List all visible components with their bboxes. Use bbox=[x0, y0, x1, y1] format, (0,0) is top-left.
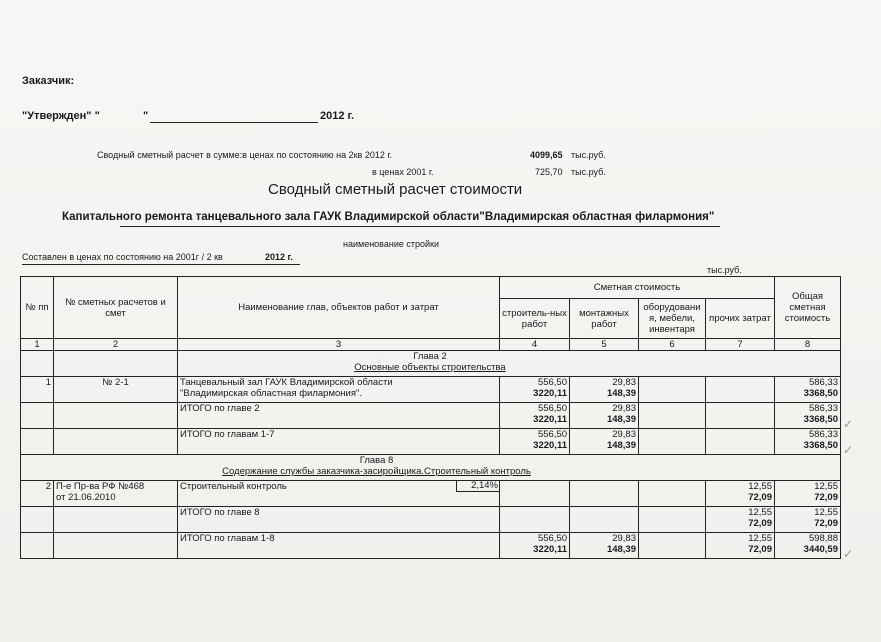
value-2012: 3220,11 bbox=[533, 544, 567, 555]
checkmark-icon: ✓ bbox=[843, 547, 854, 561]
row-total bbox=[775, 481, 841, 507]
value-2012: 72,09 bbox=[748, 518, 772, 529]
row-name: ИТОГО по главе 8 bbox=[178, 507, 500, 533]
row-mounting bbox=[570, 533, 639, 559]
object-caption: наименование стройки bbox=[343, 239, 439, 249]
header-mounting: монтажных работ bbox=[570, 299, 639, 339]
row-mounting bbox=[570, 429, 639, 455]
row-calc-number: № 2-1 bbox=[54, 377, 178, 403]
row-other bbox=[706, 377, 775, 403]
value-2012: 3220,11 bbox=[533, 440, 567, 451]
header-name: Наименование глав, объектов работ и затрат bbox=[178, 277, 500, 339]
value-2012: 3220,11 bbox=[533, 414, 567, 425]
col-index: 2 bbox=[54, 339, 178, 351]
chapter-8-title: Глава 8 bbox=[359, 455, 394, 466]
value-2012: 3368,50 bbox=[803, 414, 838, 425]
summary-unit-1: тыс.руб. bbox=[571, 150, 606, 160]
subtitle-underline bbox=[120, 226, 720, 227]
table-row bbox=[21, 377, 841, 403]
approved-date-line bbox=[150, 122, 318, 123]
summary-unit-2: тыс.руб. bbox=[571, 167, 606, 177]
row-name-text: Строительный контроль bbox=[180, 481, 287, 492]
chapter-8-row bbox=[21, 455, 841, 481]
value-2012: 3440,59 bbox=[803, 544, 838, 555]
col-index: 1 bbox=[21, 339, 54, 351]
value-2012: 148,39 bbox=[606, 388, 636, 399]
summary-line-1: Сводный сметный расчет в сумме:в ценах по состоянию на 2кв 2012 г. bbox=[97, 150, 393, 160]
calc-line: от 21.06.2010 bbox=[56, 492, 116, 503]
checkmark-icon: ✓ bbox=[843, 443, 854, 457]
row-total bbox=[775, 533, 841, 559]
compiled-year: 2012 г. bbox=[265, 252, 293, 262]
header-calc-number: № сметных расчетов и смет bbox=[54, 277, 178, 339]
row-name bbox=[178, 377, 500, 403]
value-2012: 72,09 bbox=[748, 544, 772, 555]
checkmark-icon: ✓ bbox=[843, 417, 854, 431]
value-2001: 556,50 bbox=[537, 429, 567, 440]
value-2001: 12,55 bbox=[748, 533, 772, 544]
row-construction bbox=[500, 403, 570, 429]
header-total-cost: Общая сметная стоимость bbox=[775, 277, 841, 339]
header-construction: строитель-ных работ bbox=[500, 299, 570, 339]
value-2001: 556,50 bbox=[537, 377, 567, 388]
value-2012: 148,39 bbox=[606, 544, 636, 555]
estimate-table bbox=[20, 276, 841, 559]
chapter-8-name: Содержание службы заказчика-засиройщика.Строительный контроль bbox=[222, 466, 531, 477]
col-index: 8 bbox=[775, 339, 841, 351]
row-total bbox=[775, 429, 841, 455]
col-index: 5 bbox=[570, 339, 639, 351]
row-calc-number bbox=[54, 481, 178, 507]
table-row bbox=[21, 403, 841, 429]
header-number: № пп bbox=[21, 277, 54, 339]
row-total bbox=[775, 507, 841, 533]
table-row bbox=[21, 429, 841, 455]
value-2001: 586,33 bbox=[808, 403, 838, 414]
value-2012: 72,09 bbox=[814, 492, 838, 503]
row-construction bbox=[500, 429, 570, 455]
chapter-2-row bbox=[21, 351, 841, 377]
row-name: ИТОГО по главам 1-8 bbox=[178, 533, 500, 559]
value-2001: 29,83 bbox=[612, 377, 636, 388]
chapter-8-heading bbox=[21, 455, 841, 481]
value-2001: 29,83 bbox=[612, 533, 636, 544]
value-2001: 29,83 bbox=[612, 403, 636, 414]
calc-line: П-е Пр-ва РФ №468 bbox=[56, 481, 145, 492]
row-number: 1 bbox=[21, 377, 54, 403]
row-name-line: Танцевальный зал ГАУК Владимирской области bbox=[180, 377, 393, 388]
customer-label: Заказчик: bbox=[22, 75, 75, 87]
value-2001: 12,55 bbox=[814, 481, 838, 492]
value-2001: 586,33 bbox=[808, 429, 838, 440]
row-number: 2 bbox=[21, 481, 54, 507]
value-2001: 586,33 bbox=[808, 377, 838, 388]
approved-quote: " bbox=[143, 110, 149, 122]
row-other bbox=[706, 533, 775, 559]
value-2001: 12,55 bbox=[748, 507, 772, 518]
header-equipment: оборудовани я, мебели, инвентаря bbox=[639, 299, 706, 339]
row-total bbox=[775, 377, 841, 403]
row-total bbox=[775, 403, 841, 429]
row-percent: 2,14% bbox=[456, 481, 500, 493]
value-2001: 12,55 bbox=[748, 481, 772, 492]
table-row bbox=[21, 507, 841, 533]
value-2001: 598,88 bbox=[808, 533, 838, 544]
value-2012: 148,39 bbox=[606, 414, 636, 425]
table-row bbox=[21, 481, 841, 507]
row-construction bbox=[500, 533, 570, 559]
chapter-2-name: Основные объекты строительства bbox=[354, 362, 506, 373]
col-index: 3 bbox=[178, 339, 500, 351]
chapter-2-heading bbox=[178, 351, 841, 377]
header-other: прочих затрат bbox=[706, 299, 775, 339]
value-2001: 12,55 bbox=[814, 507, 838, 518]
row-name: ИТОГО по главам 1-7 bbox=[178, 429, 500, 455]
value-2001: 556,50 bbox=[537, 533, 567, 544]
value-2012: 3220,11 bbox=[533, 388, 567, 399]
col-index: 6 bbox=[639, 339, 706, 351]
row-mounting bbox=[570, 377, 639, 403]
value-2001: 556,50 bbox=[537, 403, 567, 414]
row-name: ИТОГО по главе 2 bbox=[178, 403, 500, 429]
row-equipment bbox=[639, 377, 706, 403]
header-estimated-cost: Сметная стоимость bbox=[500, 277, 775, 299]
row-other bbox=[706, 481, 775, 507]
summary-value-1: 4099,65 bbox=[530, 150, 563, 160]
col-index: 7 bbox=[706, 339, 775, 351]
units-label: тыс.руб. bbox=[707, 265, 742, 275]
row-mounting bbox=[570, 403, 639, 429]
summary-value-2: 725,70 bbox=[535, 167, 563, 177]
row-construction bbox=[500, 377, 570, 403]
summary-line-2: в ценах 2001 г. bbox=[372, 167, 434, 177]
value-2012: 72,09 bbox=[814, 518, 838, 529]
document-subtitle: Капитального ремонта танцевального зала ГАУК Владимирской области"Владимирская областная филармония" bbox=[62, 211, 715, 223]
chapter-2-title: Глава 2 bbox=[413, 351, 447, 362]
document-title: Сводный сметный расчет стоимости bbox=[268, 181, 523, 198]
col-index: 4 bbox=[500, 339, 570, 351]
approved-label: "Утвержден" " bbox=[22, 110, 100, 122]
approved-year: 2012 г. bbox=[320, 110, 355, 122]
row-other bbox=[706, 507, 775, 533]
value-2012: 72,09 bbox=[748, 492, 772, 503]
value-2012: 3368,50 bbox=[803, 440, 838, 451]
value-2012: 3368,50 bbox=[803, 388, 838, 399]
compiled-line: Составлен в ценах по состоянию на 2001г / 2 кв bbox=[22, 252, 223, 262]
table-row bbox=[21, 533, 841, 559]
value-2012: 148,39 bbox=[606, 440, 636, 451]
row-name-line: "Владимирская областная филармония". bbox=[180, 388, 362, 399]
row-name bbox=[178, 481, 500, 507]
value-2001: 29,83 bbox=[612, 429, 636, 440]
compiled-underline bbox=[22, 264, 300, 265]
